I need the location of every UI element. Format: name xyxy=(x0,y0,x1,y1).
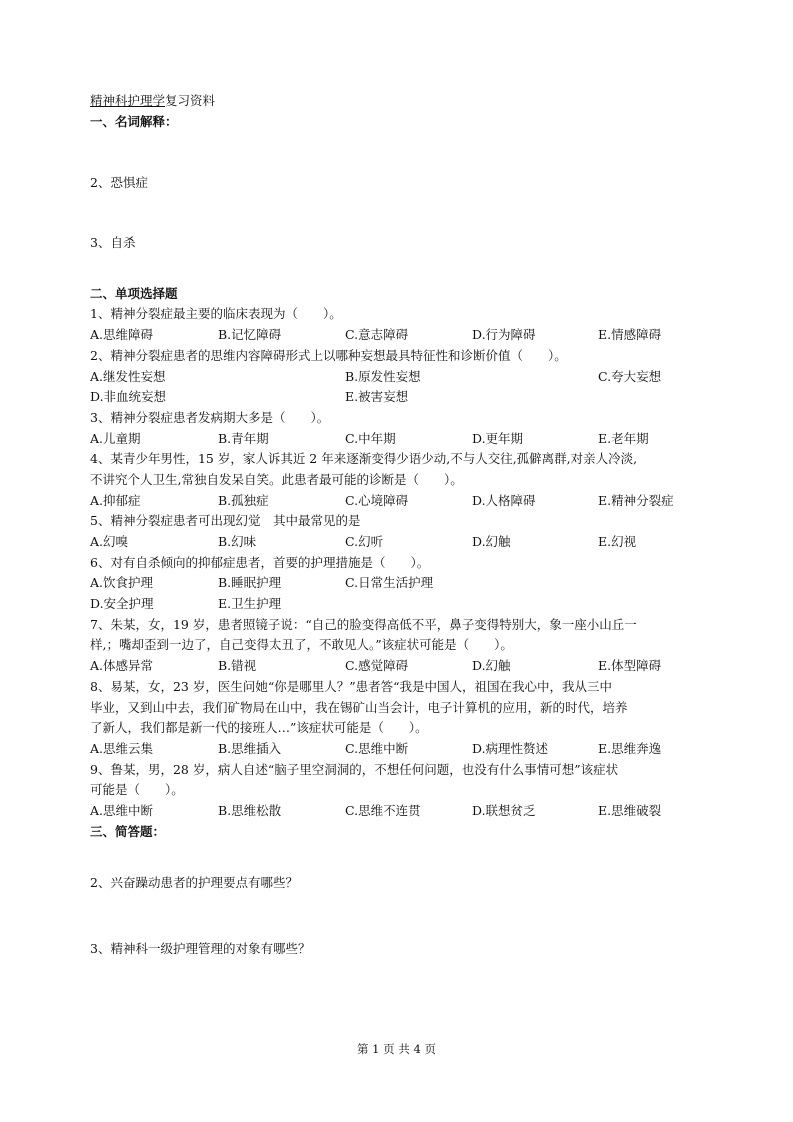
question-text: 可能是（ ）。 xyxy=(90,782,184,798)
answer-option: B.青年期 xyxy=(218,430,269,446)
answer-option: A.体感异常 xyxy=(90,658,154,674)
answer-option: A.抑郁症 xyxy=(90,492,141,508)
answer-option: D.人格障碍 xyxy=(472,492,536,508)
answer-option: D.行为障碍 xyxy=(472,327,536,343)
question-text: 4、某青少年男性，15 岁，家人诉其近 2 年来逐渐变得少语少动,不与人交往,孤僻离群,对亲人冷淡, xyxy=(90,451,638,467)
answer-option: A.思维障碍 xyxy=(90,327,154,343)
answer-option: C.思维中断 xyxy=(345,740,409,756)
answer-option: B.孤独症 xyxy=(218,492,269,508)
answer-option: E.被害妄想 xyxy=(345,389,409,405)
answer-option: E.卫生护理 xyxy=(218,596,282,612)
option-row xyxy=(90,801,710,822)
answer-option: B.记忆障碍 xyxy=(218,327,282,343)
answer-option: B.错视 xyxy=(218,658,257,674)
question-text: 毕业，又到山中去，我们矿物局在山中，我在锡矿山当会计，电子计算机的应用，新的时代，培养 xyxy=(90,699,628,715)
answer-option: E.思维奔逸 xyxy=(598,740,662,756)
answer-option: C.意志障碍 xyxy=(345,327,409,343)
option-row xyxy=(90,594,710,615)
section-heading: 一、名词解释： xyxy=(90,113,178,129)
question-text: 6、对有自杀倾向的抑郁症患者，首要的护理措施是（ ）。 xyxy=(90,554,430,570)
answer-option: D.非血统妄想 xyxy=(90,389,167,405)
answer-option: D.幻触 xyxy=(472,534,511,549)
option-row xyxy=(90,429,710,450)
answer-option: A.儿童期 xyxy=(90,430,141,446)
answer-option: C.心境障碍 xyxy=(345,492,409,508)
option-row xyxy=(90,532,710,553)
answer-option: E.老年期 xyxy=(598,430,649,446)
document-body xyxy=(90,91,710,960)
answer-option: D.幻触 xyxy=(472,658,511,674)
question-text: 5、精神分裂症患者可出现幻觉 其中最常见的是 xyxy=(90,513,361,529)
term-item: 2、恐惧症 xyxy=(90,175,148,191)
question-text: 不讲究个人卫生,常独自发呆自笑。此患者最可能的诊断是（ ）。 xyxy=(90,471,463,487)
question-text: 2、精神分裂症患者的思维内容障碍形式上以哪种妄想最具特征性和诊断价值（ ）。 xyxy=(90,347,567,363)
answer-option: B.思维松散 xyxy=(218,802,282,818)
section-heading: 三、简答题： xyxy=(90,823,166,839)
answer-option: E.幻视 xyxy=(598,534,637,549)
answer-option: E.体型障碍 xyxy=(598,658,662,674)
question-list xyxy=(90,304,710,821)
question-text: 1、精神分裂症最主要的临床表现为（ ）。 xyxy=(90,306,342,322)
question-text: 3、精神分裂症患者发病期大多是（ ）。 xyxy=(90,409,330,425)
answer-option: B.思维插入 xyxy=(218,740,282,756)
answer-option: B.幻味 xyxy=(218,534,257,549)
answer-option: C.幻听 xyxy=(345,534,384,549)
answer-option: A.继发性妄想 xyxy=(90,368,166,384)
answer-option: D.更年期 xyxy=(472,430,524,446)
title-rest: 复习资料 xyxy=(165,93,216,108)
title-underlined: 精神科护理学 xyxy=(90,93,166,108)
answer-option: E.思维破裂 xyxy=(598,802,662,818)
section-heading: 二、单项选择题 xyxy=(90,285,178,301)
answer-option: E.情感障碍 xyxy=(598,327,662,343)
option-row xyxy=(90,387,710,408)
question-text: 样,；嘴却歪到一边了，自己变得太丑了，不敢见人。”该症状可能是（ ）。 xyxy=(90,637,513,653)
answer-option: D.联想贫乏 xyxy=(472,802,536,818)
answer-option: C.日常生活护理 xyxy=(345,575,434,591)
answer-option: A.饮食护理 xyxy=(90,575,154,591)
question-text: 9、鲁某，男，28 岁，病人自述“脑子里空洞洞的，不想任何问题，也没有什么事情可想”该症状 xyxy=(90,761,619,777)
answer-option: C.中年期 xyxy=(345,430,396,446)
option-row xyxy=(90,491,710,512)
question-text: 8、易某，女，23 岁，医生问她“你是哪里人？”患者答“我是中国人，祖国在我心中，我从三中 xyxy=(90,678,613,694)
option-row xyxy=(90,325,710,346)
question-text: 7、朱某，女，19 岁，患者照镜子说：“自己的脸变得高低不平，鼻子变得特别大，象一座小山丘一 xyxy=(90,616,637,632)
option-row xyxy=(90,656,710,677)
answer-option: B.原发性妄想 xyxy=(345,368,421,384)
page-footer: 第 1 页 共 4 页 xyxy=(357,1042,436,1056)
answer-option: C.思维不连贯 xyxy=(345,802,421,818)
document-title xyxy=(90,91,710,112)
option-row xyxy=(90,573,710,594)
option-row xyxy=(90,367,710,388)
answer-option: D.安全护理 xyxy=(90,596,154,612)
short-answer-item: 3、精神科一级护理管理的对象有哪些？ xyxy=(90,941,311,956)
answer-option: C.夸大妄想 xyxy=(598,368,662,384)
answer-option: E.精神分裂症 xyxy=(598,492,674,508)
answer-option: A.幻嗅 xyxy=(90,534,129,549)
answer-option: A.思维云集 xyxy=(90,740,154,756)
option-row xyxy=(90,739,710,760)
short-answer-item: 2、兴奋躁动患者的护理要点有哪些？ xyxy=(90,875,298,891)
question-text: 了新人，我们都是新一代的接班人…”该症状可能是（ ）。 xyxy=(90,720,428,736)
answer-option: A.思维中断 xyxy=(90,802,154,818)
answer-option: B.睡眠护理 xyxy=(218,575,282,591)
answer-option: D.病理性赘述 xyxy=(472,740,549,756)
term-item: 3、自杀 xyxy=(90,235,136,251)
answer-option: C.感觉障碍 xyxy=(345,658,409,674)
